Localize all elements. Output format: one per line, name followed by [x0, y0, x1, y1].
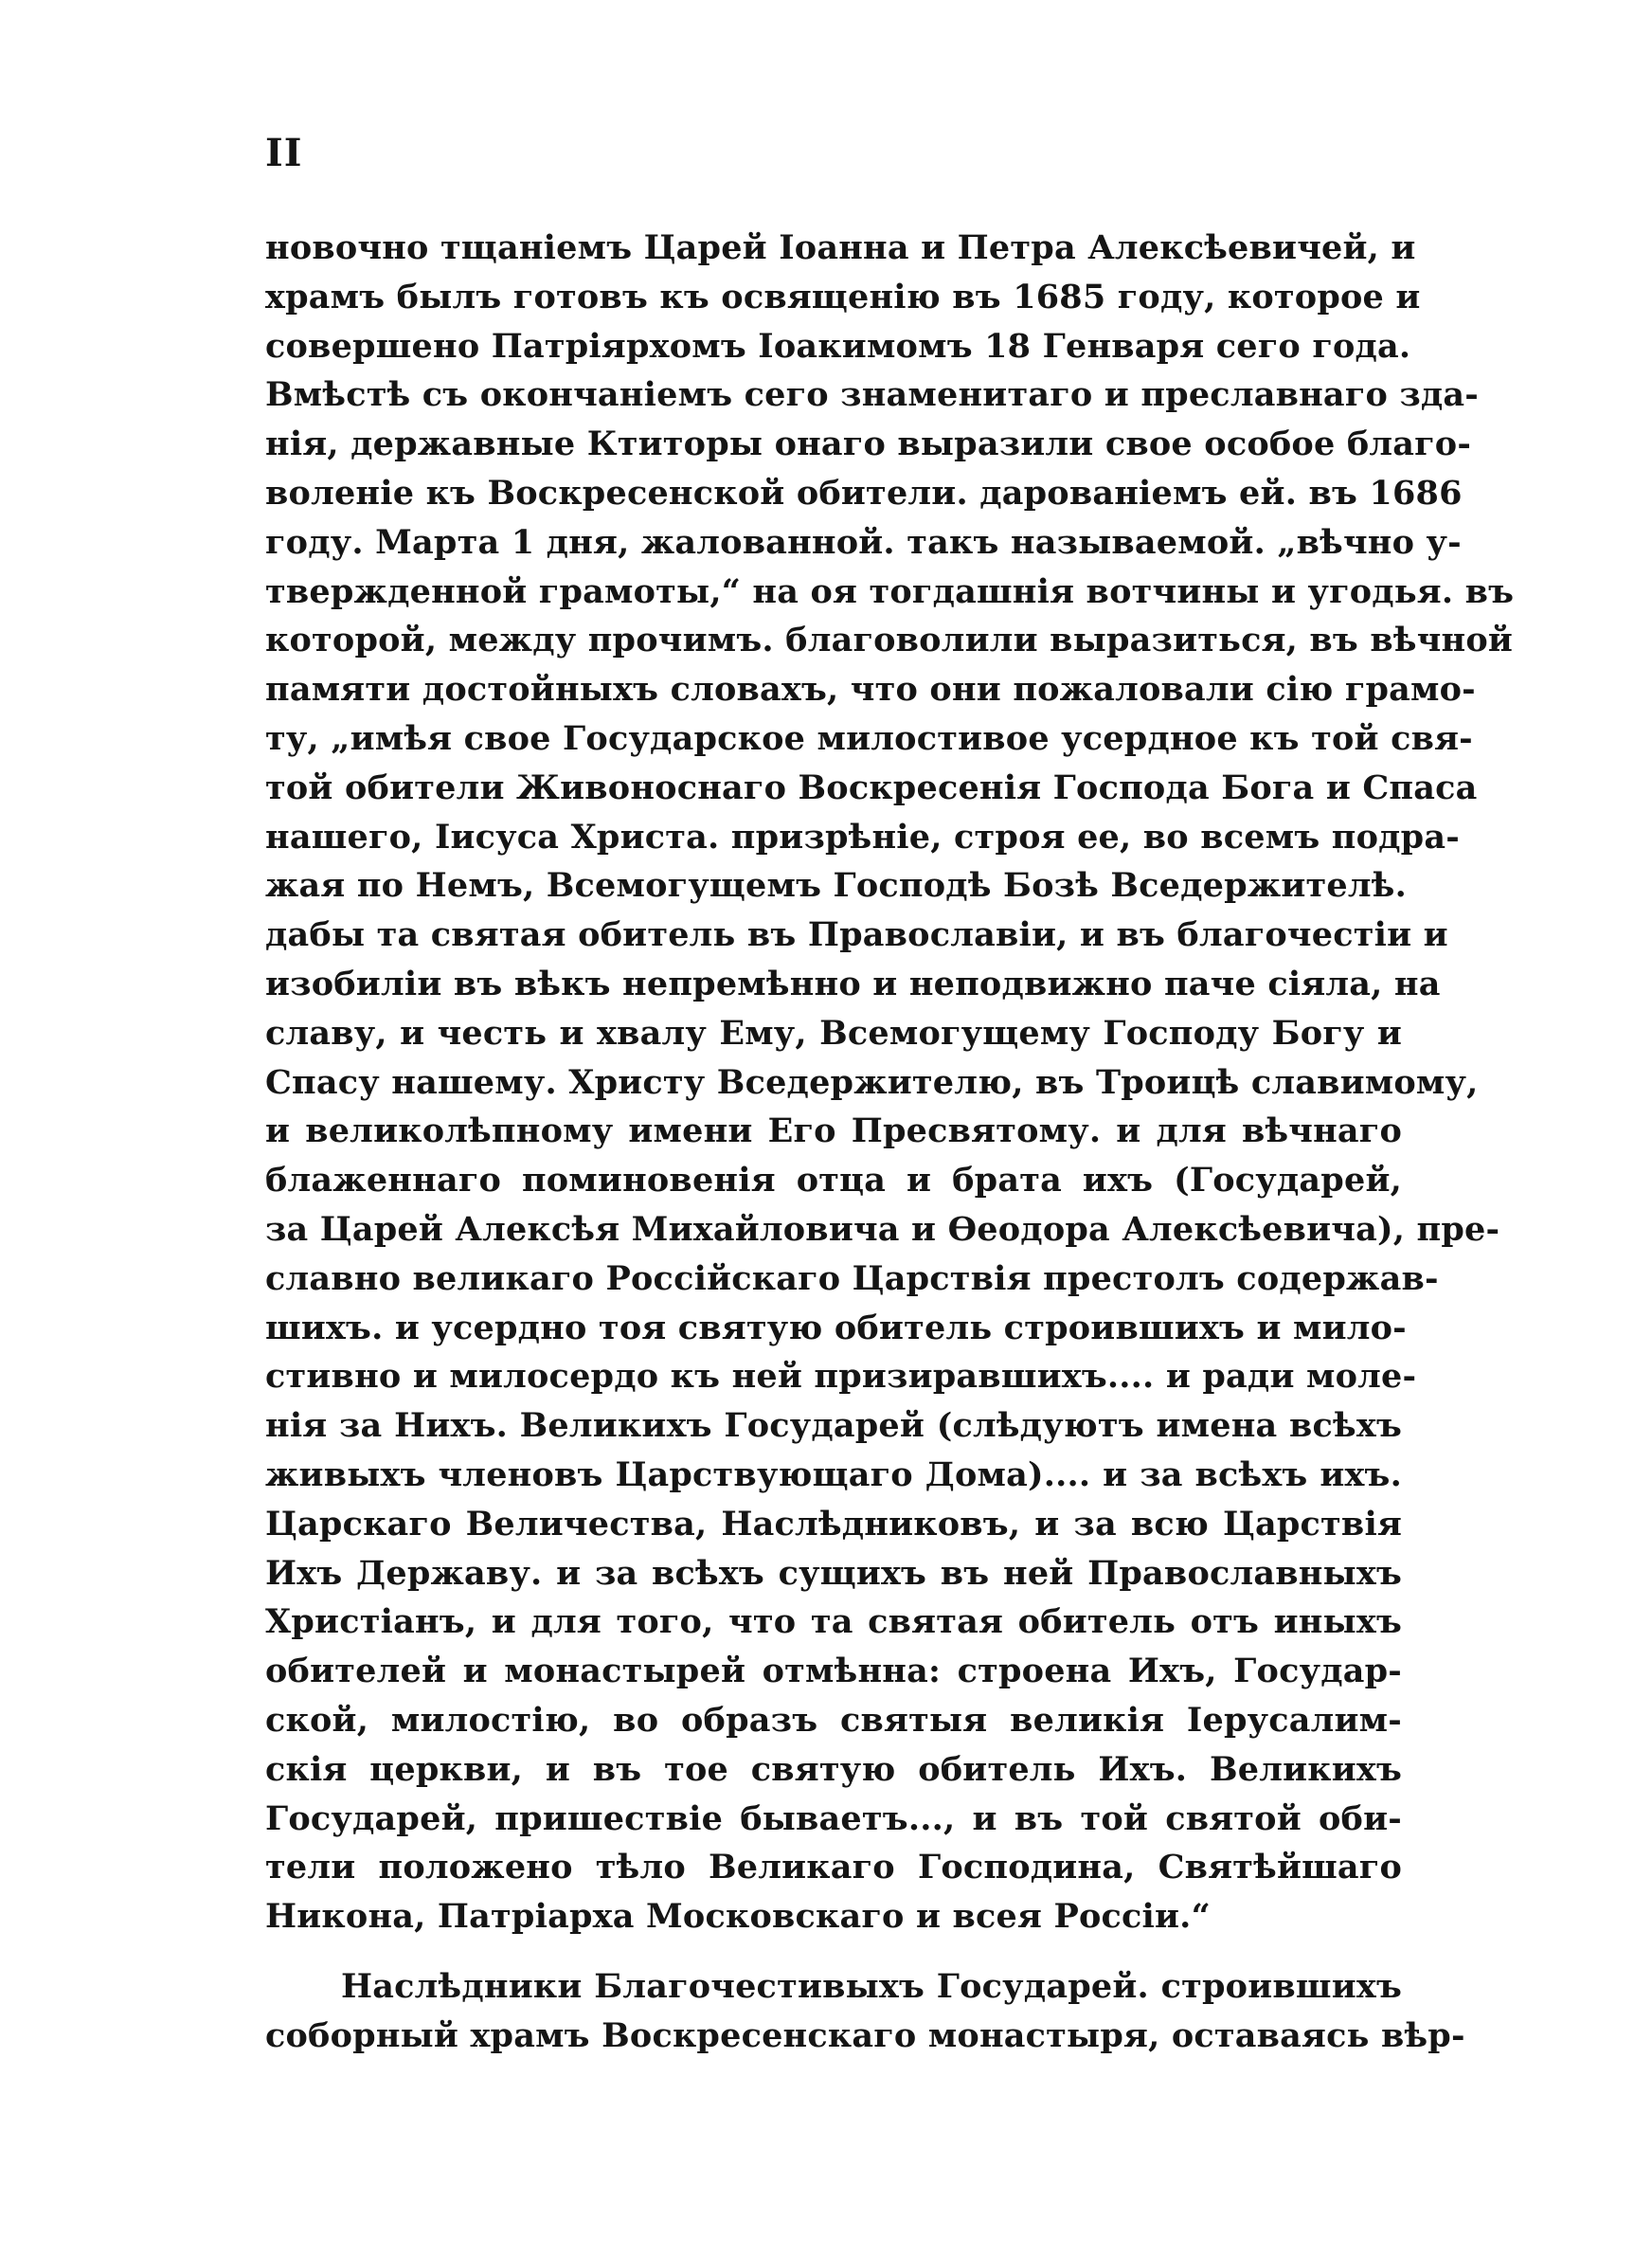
text-line: которой, между прочимъ. благоволили выразиться, въ вѣчной: [265, 621, 1514, 660]
text-line: нія за Нихъ. Великихъ Государей (слѣдуютъ имена всѣхъ: [265, 1406, 1402, 1446]
paragraph: [265, 1962, 1465, 2061]
text-line: соборный храмъ Воскресенскаго монастыря, оставаясь вѣр-: [265, 2015, 1465, 2055]
paragraph-gap: [265, 1941, 1402, 1962]
text-line: жая по Немъ, Всемогущемъ Господѣ Бозѣ Вседержителѣ.: [265, 866, 1407, 906]
text-line: Никона, Патріарха Московскаго и всея Россіи.“: [265, 1897, 1211, 1937]
text-line: ту, „имѣя свое Государское милостивое усердное къ той свя-: [265, 718, 1473, 758]
text-line: дабы та святая обитель въ Православіи, и въ благочестіи и: [265, 915, 1448, 955]
text-line: Христіанъ, и для того, что та святая обитель отъ иныхъ: [265, 1602, 1402, 1642]
paragraph: [265, 224, 1515, 1941]
text-line: Спасу нашему. Христу Вседержителю, въ Троицѣ славимому,: [265, 1062, 1479, 1102]
text-line: нія, державные Ктиторы онаго выразили свое особое благо-: [265, 424, 1472, 464]
text-line: славу, и честь и хвалу Ему, Всемогущему Господу Богу и: [265, 1013, 1402, 1053]
text-line: скія церкви, и въ тое святую обитель Ихъ. Великихъ: [265, 1749, 1402, 1789]
text-line: и великолѣпному имени Его Пресвятому. и для вѣчнаго: [265, 1111, 1402, 1151]
text-line: живыхъ членовъ Царствующаго Дома).... и за всѣхъ ихъ.: [265, 1454, 1402, 1494]
text-line: изобиліи въ вѣкъ непремѣнно и неподвижно паче сіяла, на: [265, 964, 1441, 1003]
text-line: обителей и монастырей отмѣнна: строена Ихъ, Государ-: [265, 1652, 1402, 1691]
text-line: стивно и милосердо къ ней призиравшихъ.... и ради моле-: [265, 1357, 1417, 1397]
text-line: той обители Живоноснаго Воскресенія Господа Бога и Спаса: [265, 767, 1478, 807]
text-line: нашего, Іисуса Христа. призрѣніе, строя ее, во всемъ подра-: [265, 817, 1460, 857]
text-line: Вмѣстѣ съ окончаніемъ сего знаменитаго и преславнаго зда-: [265, 375, 1480, 415]
text-line: новочно тщаніемъ Царей Іоанна и Петра Алексѣевичей, и: [265, 228, 1416, 267]
text-line: твержденной грамоты,“ на оя тогдашнія вотчины и угодья. въ: [265, 571, 1515, 611]
text-line: году. Марта 1 дня, жалованной. такъ называемой. „вѣчно у-: [265, 522, 1462, 562]
text-line: Царскаго Величества, Наслѣдниковъ, и за всю Царствія: [265, 1504, 1402, 1544]
text-line: шихъ. и усердно тоя святую обитель строившихъ и мило-: [265, 1308, 1407, 1347]
text-line: славно великаго Россійскаго Царствія престолъ содержав-: [265, 1258, 1439, 1298]
text-line: Наслѣдники Благочестивыхъ Государей. строившихъ: [341, 1966, 1402, 2006]
text-line: храмъ былъ готовъ къ освященію въ 1685 году, которое и: [265, 277, 1421, 316]
text-line: тели положено тѣло Великаго Господина, Святѣйшаго: [265, 1848, 1402, 1887]
text-line: воленіе къ Воскресенской обители. дарованіемъ ей. въ 1686: [265, 473, 1463, 513]
text-line: Государей, пришествіе бываетъ..., и въ той святой оби-: [265, 1798, 1402, 1838]
text-line: памяти достойныхъ словахъ, что они пожаловали сію грамо-: [265, 670, 1476, 710]
text-line: за Царей Алексѣя Михайловича и Ѳеодора Алексѣевича), пре-: [265, 1209, 1500, 1249]
page-number: II: [265, 131, 303, 175]
text-line: Ихъ Державу. и за всѣхъ сущихъ въ ней Православныхъ: [265, 1553, 1402, 1593]
page-body: [265, 224, 1515, 2060]
text-line: блаженнаго поминовенія отца и брата ихъ (Государей,: [265, 1161, 1402, 1201]
text-line: ской, милостію, во образъ святыя великія Іерусалим-: [265, 1700, 1402, 1740]
text-line: совершено Патріярхомъ Іоакимомъ 18 Генваря сего года.: [265, 326, 1411, 366]
